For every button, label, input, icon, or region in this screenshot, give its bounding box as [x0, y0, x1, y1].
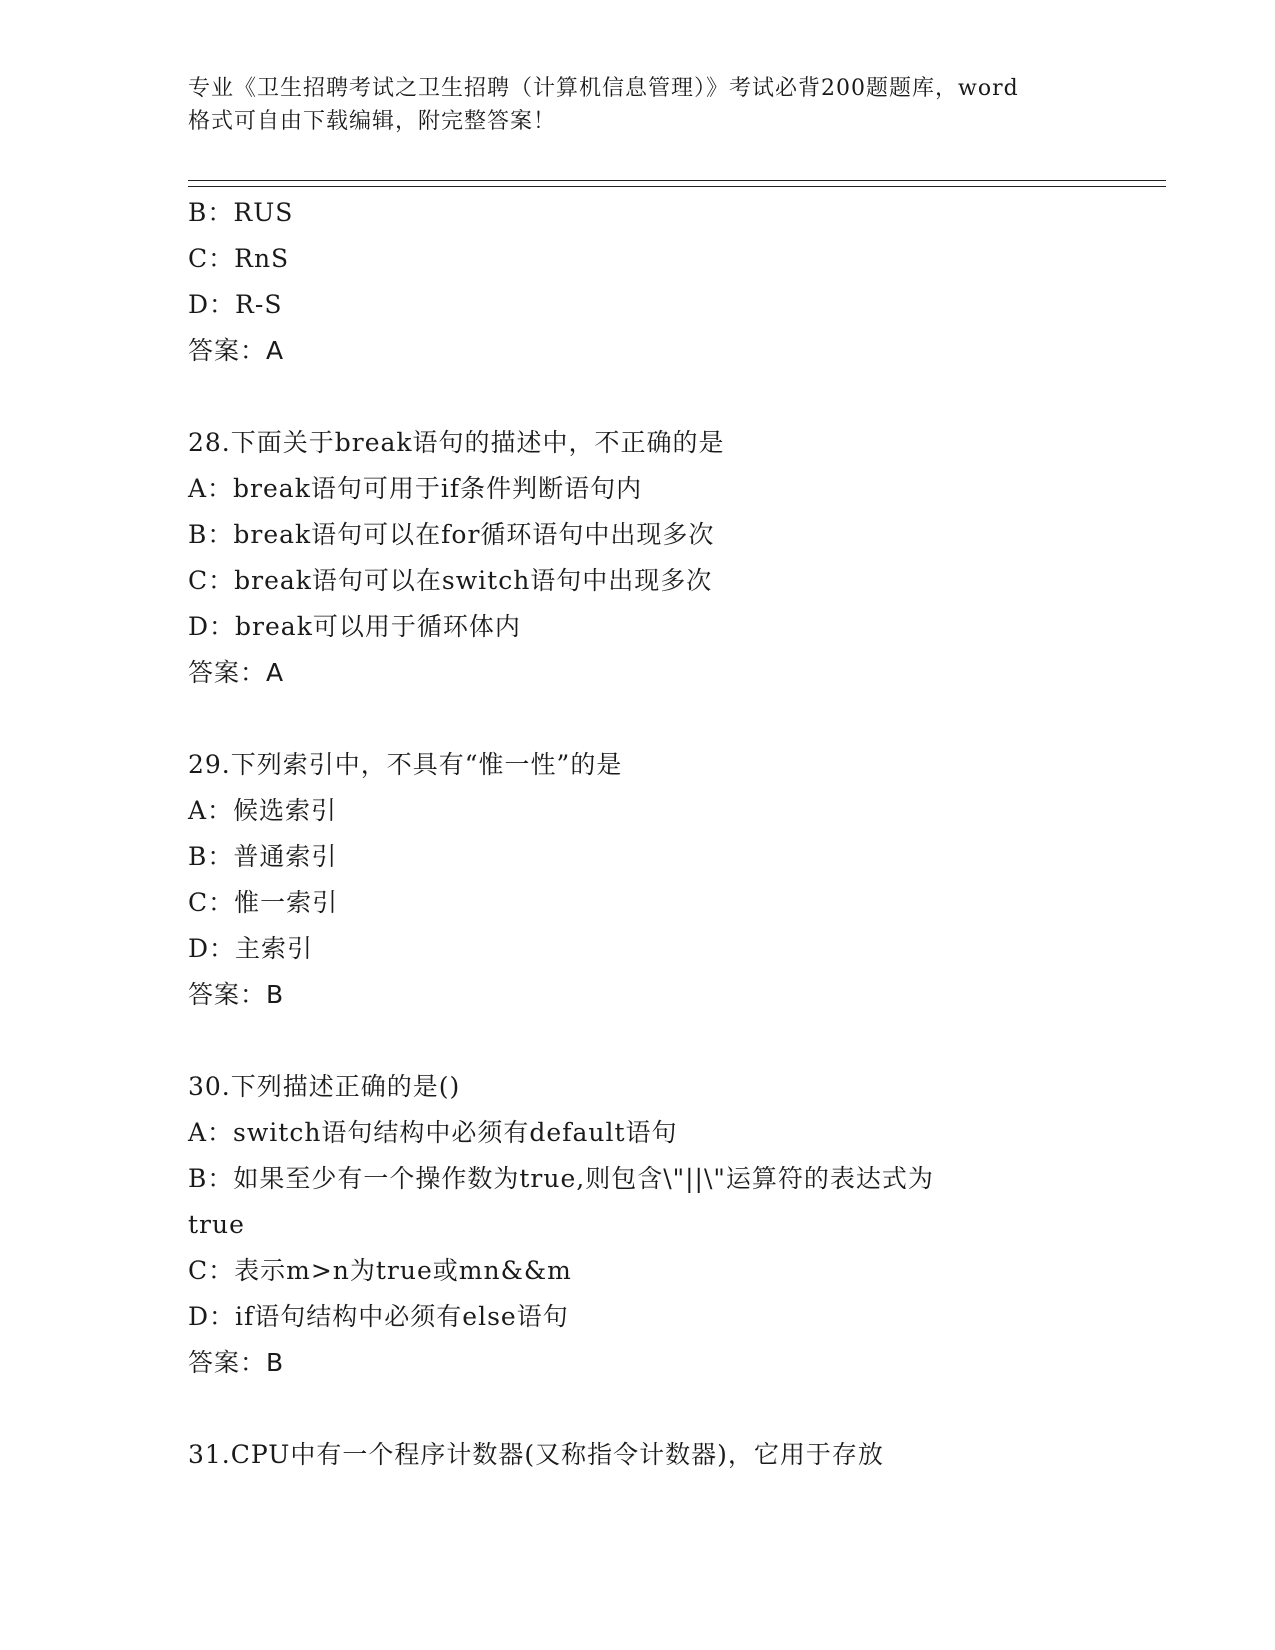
- option-b: B：如果至少有一个操作数为true,则包含\"||\"运算符的表达式为: [188, 1164, 934, 1193]
- question-28: [188, 420, 1088, 696]
- option-c: C：break语句可以在switch语句中出现多次: [188, 566, 713, 595]
- option-d: D：主索引: [188, 934, 314, 963]
- option-c: C：表示m>n为true或mn&&m: [188, 1256, 572, 1285]
- answer-line: 答案：A: [188, 658, 285, 687]
- question-text: 29.下列索引中，不具有“惟一性”的是: [188, 750, 623, 779]
- document-body: [188, 190, 1088, 1478]
- header-rule-bottom: [188, 186, 1166, 187]
- option-b: B：break语句可以在for循环语句中出现多次: [188, 520, 715, 549]
- option-a: A：break语句可用于if条件判断语句内: [188, 474, 643, 503]
- header-title-line-1: 专业《卫生招聘考试之卫生招聘（计算机信息管理）》考试必背200题题库，word: [188, 76, 1019, 101]
- answer-line: 答案：B: [188, 980, 285, 1009]
- question-text: 28.下面关于break语句的描述中，不正确的是: [188, 428, 725, 457]
- option-d: D：if语句结构中必须有else语句: [188, 1302, 569, 1331]
- option-a: A：switch语句结构中必须有default语句: [188, 1118, 678, 1147]
- document-header: [188, 72, 1088, 138]
- option-c: C：惟一索引: [188, 888, 339, 917]
- answer-line: 答案：A: [188, 336, 285, 365]
- question-30: [188, 1064, 1088, 1386]
- question-31: [188, 1432, 1088, 1478]
- question-29: [188, 742, 1088, 1018]
- header-title-line-2: 格式可自由下载编辑，附完整答案！: [188, 109, 557, 134]
- option-b: B：RUS: [188, 198, 294, 227]
- option-b-continued: true: [188, 1210, 245, 1239]
- option-d: D：R-S: [188, 290, 283, 319]
- option-d: D：break可以用于循环体内: [188, 612, 521, 641]
- option-b: B：普通索引: [188, 842, 338, 871]
- question-27-tail: [188, 190, 1088, 374]
- question-text: 30.下列描述正确的是(): [188, 1072, 461, 1101]
- option-a: A：候选索引: [188, 796, 338, 825]
- option-c: C：RnS: [188, 244, 290, 273]
- answer-line: 答案：B: [188, 1348, 285, 1377]
- question-text: 31.CPU中有一个程序计数器(又称指令计数器)，它用于存放: [188, 1440, 884, 1469]
- header-rule-top: [188, 180, 1166, 181]
